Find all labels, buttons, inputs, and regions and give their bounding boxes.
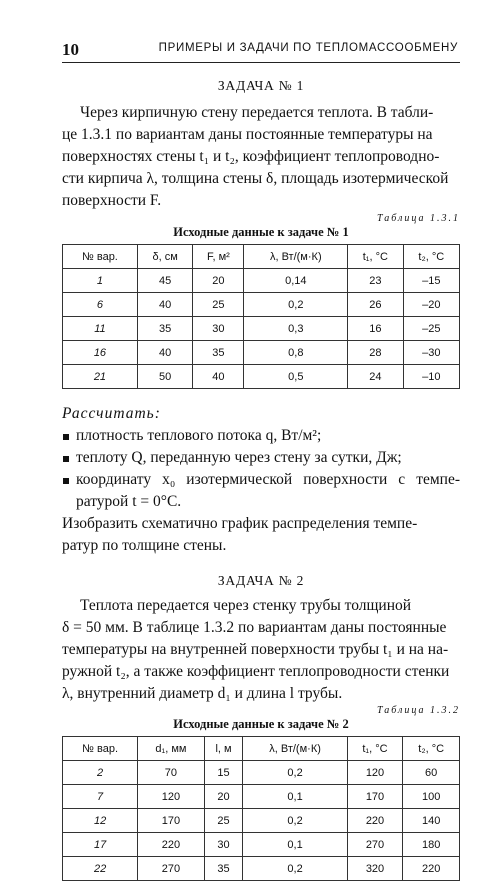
task1-line-4: сти кирпича λ, толщина стены δ, площадь изотермической	[62, 170, 449, 187]
table-cell: 0,2	[243, 761, 347, 785]
table-cell: 140	[403, 809, 460, 833]
table1-col-area: F, м²	[193, 245, 244, 269]
table2-col-t2: t₂, °C	[403, 737, 460, 761]
table-cell: 35	[193, 341, 244, 365]
table-cell: 0,5	[244, 365, 348, 389]
table-cell: 40	[137, 341, 193, 365]
table-cell: 70	[138, 761, 204, 785]
table1-caption: Таблица 1.3.1	[377, 213, 460, 224]
table-cell: 30	[193, 317, 244, 341]
table-cell: 21	[63, 365, 138, 389]
table-cell: 35	[137, 317, 193, 341]
table-row	[63, 833, 460, 857]
table-row	[63, 857, 460, 881]
table-row	[63, 785, 460, 809]
table2-col-t1: t₁, °C	[347, 737, 403, 761]
task1-line-5: поверхности F.	[62, 192, 162, 209]
table-cell: 100	[403, 785, 460, 809]
list-item: координату x₀ изотермической поверхности с темпе-ратурой t = 0°C.	[62, 469, 460, 513]
table1-header-row	[63, 245, 460, 269]
table2-col-diameter: d₁, мм	[138, 737, 204, 761]
page-header	[62, 36, 460, 58]
table-cell: 26	[348, 293, 403, 317]
table-cell: 23	[348, 269, 403, 293]
table-row	[63, 761, 460, 785]
list-item: плотность теплового потока q, Вт/м²;	[62, 425, 460, 447]
task2-line-4: ружной t₂, а также коэффициент теплопроводности стенки	[62, 663, 450, 680]
table2	[62, 736, 460, 881]
table-cell: 11	[63, 317, 138, 341]
table-cell: 7	[63, 785, 138, 809]
table2-col-lambda: λ, Вт/(м·К)	[243, 737, 347, 761]
table1	[62, 244, 460, 389]
calc-list	[62, 425, 460, 513]
table-cell: 270	[138, 857, 204, 881]
calc-label: Рассчитать:	[62, 405, 161, 422]
table-cell: 120	[138, 785, 204, 809]
table-cell: 120	[347, 761, 403, 785]
table-cell: 25	[193, 293, 244, 317]
table-cell: 0,2	[244, 293, 348, 317]
table-cell: 20	[193, 269, 244, 293]
table-cell: 320	[347, 857, 403, 881]
table-cell: 22	[63, 857, 138, 881]
table-cell: 0,3	[244, 317, 348, 341]
table2-col-length: l, м	[204, 737, 243, 761]
table-cell: 24	[348, 365, 403, 389]
table-cell: 220	[347, 809, 403, 833]
table-cell: 40	[193, 365, 244, 389]
task1-footer-line-2: ратур по толщине стены.	[62, 537, 227, 554]
table-cell: 15	[204, 761, 243, 785]
table-cell: 20	[204, 785, 243, 809]
table1-col-variant: № вар.	[63, 245, 138, 269]
table-row	[63, 341, 460, 365]
table1-col-t1: t₁, °C	[348, 245, 403, 269]
table-cell: 45	[137, 269, 193, 293]
table-row	[63, 317, 460, 341]
table2-caption: Таблица 1.3.2	[377, 705, 460, 716]
task2-line-1: Теплота передается через стенку трубы толщиной	[80, 597, 412, 614]
table-cell: 25	[204, 809, 243, 833]
table-cell: 60	[403, 761, 460, 785]
table-cell: 16	[348, 317, 403, 341]
page-number: 10	[62, 40, 79, 59]
table-row	[63, 269, 460, 293]
task1-heading: ЗАДАЧА № 1	[217, 78, 305, 93]
table-cell: 220	[138, 833, 204, 857]
task2-line-3: температуры на внутренней поверхности трубы t₁ и на на-	[62, 641, 449, 658]
table-cell: 2	[63, 761, 138, 785]
table-cell: 1	[63, 269, 138, 293]
table-cell: 170	[138, 809, 204, 833]
table-cell: 0,1	[243, 833, 347, 857]
task1-footer-line-1: Изобразить схематично график распределения темпе-	[62, 515, 418, 532]
table-cell: 0,8	[244, 341, 348, 365]
table2-title: Исходные данные к задаче № 2	[173, 717, 349, 731]
table-cell: 12	[63, 809, 138, 833]
table-cell: 50	[137, 365, 193, 389]
task1-line-2: це 1.3.1 по вариантам даны постоянные температуры на	[62, 126, 433, 143]
table1-col-lambda: λ, Вт/(м·К)	[244, 245, 348, 269]
table-cell: –10	[403, 365, 459, 389]
task2-line-2: δ = 50 мм. В таблице 1.3.2 по вариантам даны постоянные	[62, 619, 447, 636]
table2-header-row	[63, 737, 460, 761]
table1-title: Исходные данные к задаче № 1	[173, 225, 349, 239]
table-cell: –30	[403, 341, 459, 365]
table2-col-variant: № вар.	[63, 737, 138, 761]
table-cell: 40	[137, 293, 193, 317]
table-cell: 17	[63, 833, 138, 857]
task1-line-1: Через кирпичную стену передается теплота. В табли-	[80, 104, 434, 121]
table-cell: 35	[204, 857, 243, 881]
task2-heading: ЗАДАЧА № 2	[217, 573, 305, 588]
table-cell: 0,2	[243, 809, 347, 833]
table-cell: –20	[403, 293, 459, 317]
table-cell: 16	[63, 341, 138, 365]
header-rule	[62, 62, 460, 63]
table-cell: 270	[347, 833, 403, 857]
table-cell: 28	[348, 341, 403, 365]
table-cell: 6	[63, 293, 138, 317]
table-cell: –25	[403, 317, 459, 341]
table1-col-t2: t₂, °C	[403, 245, 459, 269]
list-item: теплоту Q, переданную через стену за сутки, Дж;	[62, 447, 460, 469]
table-row	[63, 365, 460, 389]
table-cell: 30	[204, 833, 243, 857]
running-title: ПРИМЕРЫ И ЗАДАЧИ ПО ТЕПЛОМАССООБМЕНУ	[158, 42, 458, 54]
table-cell: 180	[403, 833, 460, 857]
task1-line-3: поверхностях стены t₁ и t₂, коэффициент теплопроводно-	[62, 148, 440, 165]
table-cell: –15	[403, 269, 459, 293]
table-cell: 0,2	[243, 857, 347, 881]
table-row	[63, 809, 460, 833]
task2-line-5: λ, внутренний диаметр d₁ и длина l трубы.	[62, 685, 343, 702]
table-cell: 220	[403, 857, 460, 881]
table-cell: 170	[347, 785, 403, 809]
page-content	[62, 78, 460, 881]
table1-col-thickness: δ, см	[137, 245, 193, 269]
table-cell: 0,14	[244, 269, 348, 293]
table-row	[63, 293, 460, 317]
table-cell: 0,1	[243, 785, 347, 809]
